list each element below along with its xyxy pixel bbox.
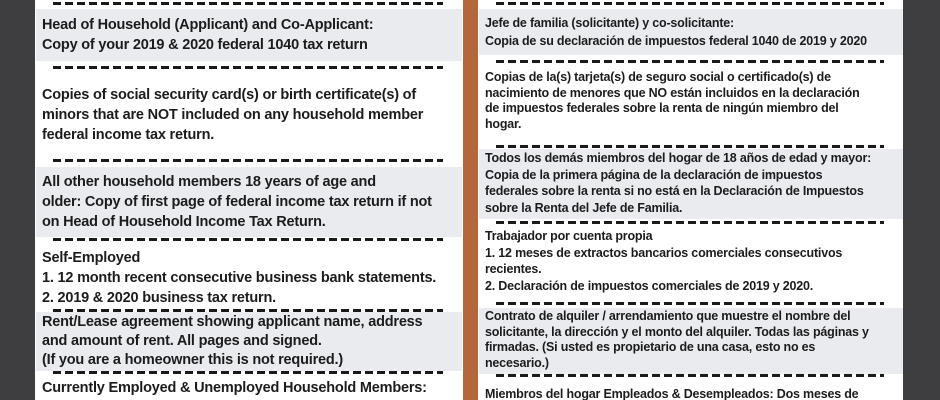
center-divider-bar <box>463 0 478 400</box>
text-line: All other household members 18 years of age and <box>42 174 376 190</box>
dashed-separator <box>496 60 884 63</box>
dashed-separator <box>496 2 884 5</box>
text-line: nacimiento de menores que NO están incluidos en la declaración <box>485 85 860 100</box>
text-line: Todos los demás miembros del hogar de 18 años de edad y mayor: <box>485 151 872 165</box>
checklist-item-es-empleados-desempleados <box>479 386 903 400</box>
text-line: older: Copy of first page of federal income tax return if not <box>42 194 432 210</box>
text-line: Rent/Lease agreement showing applicant name, address <box>42 314 423 330</box>
text-line: Copia de su declaración de impuestos federal 1040 de 2019 y 2020 <box>485 34 867 48</box>
text-line: Copia de la primera página de la declaración de impuestos <box>485 167 823 182</box>
text-line: Currently Employed & Unemployed Household Members: <box>42 380 427 396</box>
checklist-item-en-ssn-birth-certificates <box>36 85 462 145</box>
spanish-column <box>479 0 903 400</box>
dashed-separator <box>496 302 884 305</box>
text-line: Copies of social security card(s) or birth certificate(s) of <box>42 87 416 103</box>
right-edge-bar <box>903 0 940 400</box>
text-line: Head of Household (Applicant) and Co-Applicant: <box>42 17 374 33</box>
checklist-item-es-cuenta-propia <box>479 228 903 294</box>
dashed-separator <box>496 374 884 377</box>
checklist-item-en-employed-unemployed <box>36 378 462 398</box>
text-line: de impuestos federales sobre la renta de ningún miembro del <box>485 101 839 115</box>
english-column <box>36 0 462 400</box>
text-line: Trabajador por cuenta propia <box>485 229 653 243</box>
text-line: Copias de la(s) tarjeta(s) de seguro social o certificado(s) de <box>485 70 831 84</box>
checklist-item-es-seguro-social <box>479 70 903 132</box>
text-line: (If you are a homeowner this is not required.) <box>42 352 343 368</box>
text-line: on Head of Household Income Tax Return. <box>42 214 326 230</box>
text-line: sobre la Renta del Jefe de Familia. <box>485 200 683 215</box>
checklist-item-es-contrato-alquiler <box>479 308 903 374</box>
dashed-separator <box>53 238 443 241</box>
checklist-item-en-rent-lease <box>36 312 462 371</box>
dashed-separator <box>53 66 443 69</box>
left-edge-bar <box>0 0 35 400</box>
text-line: solicitante, la dirección y el monto del alquiler. Todas las páginas y <box>485 324 869 339</box>
text-line: minors that are NOT included on any household member <box>42 107 424 123</box>
text-line: 2. 2019 & 2020 business tax return. <box>42 290 276 306</box>
text-line: federal income tax return. <box>42 127 215 143</box>
dashed-separator <box>496 221 884 224</box>
text-line: firmadas. (Si usted es propietario de una casa, esto no es <box>485 340 816 354</box>
text-line: and amount of rent. All pages and signed. <box>42 333 322 349</box>
checklist-item-en-tax-return <box>36 9 462 61</box>
text-line: Copy of your 2019 & 2020 federal 1040 tax return <box>42 37 368 53</box>
text-line: hogar. <box>485 116 522 131</box>
text-line: 1. 12 month recent consecutive business bank statements. <box>42 270 437 286</box>
text-line: recientes. <box>485 262 542 276</box>
checklist-item-es-declaracion-impuestos <box>479 9 903 55</box>
dashed-separator <box>53 2 443 5</box>
text-line: Jefe de familia (solicitante) y co-solicitante: <box>485 16 735 30</box>
text-line: Miembros del hogar Empleados & Desempleados: Dos meses de <box>485 387 859 400</box>
text-line: 1. 12 meses de extractos bancarios comerciales consecutivos <box>485 245 843 260</box>
text-line: necesario.) <box>485 355 549 370</box>
checklist-item-es-otros-miembros <box>479 149 903 219</box>
checklist-item-en-other-household-members <box>36 167 462 237</box>
text-line: Contrato de alquiler / arrendamiento que muestre el nombre del <box>485 309 851 323</box>
text-line: 2. Declaración de impuestos comerciales de 2019 y 2020. <box>485 278 814 293</box>
text-line: federales sobre la renta si no está en la Declaración de Impuestos <box>485 184 864 198</box>
dashed-separator <box>496 145 884 148</box>
text-line: Self-Employed <box>42 250 141 266</box>
dashed-separator <box>53 159 443 162</box>
dashed-separator <box>53 371 443 374</box>
checklist-item-en-self-employed <box>36 248 462 308</box>
